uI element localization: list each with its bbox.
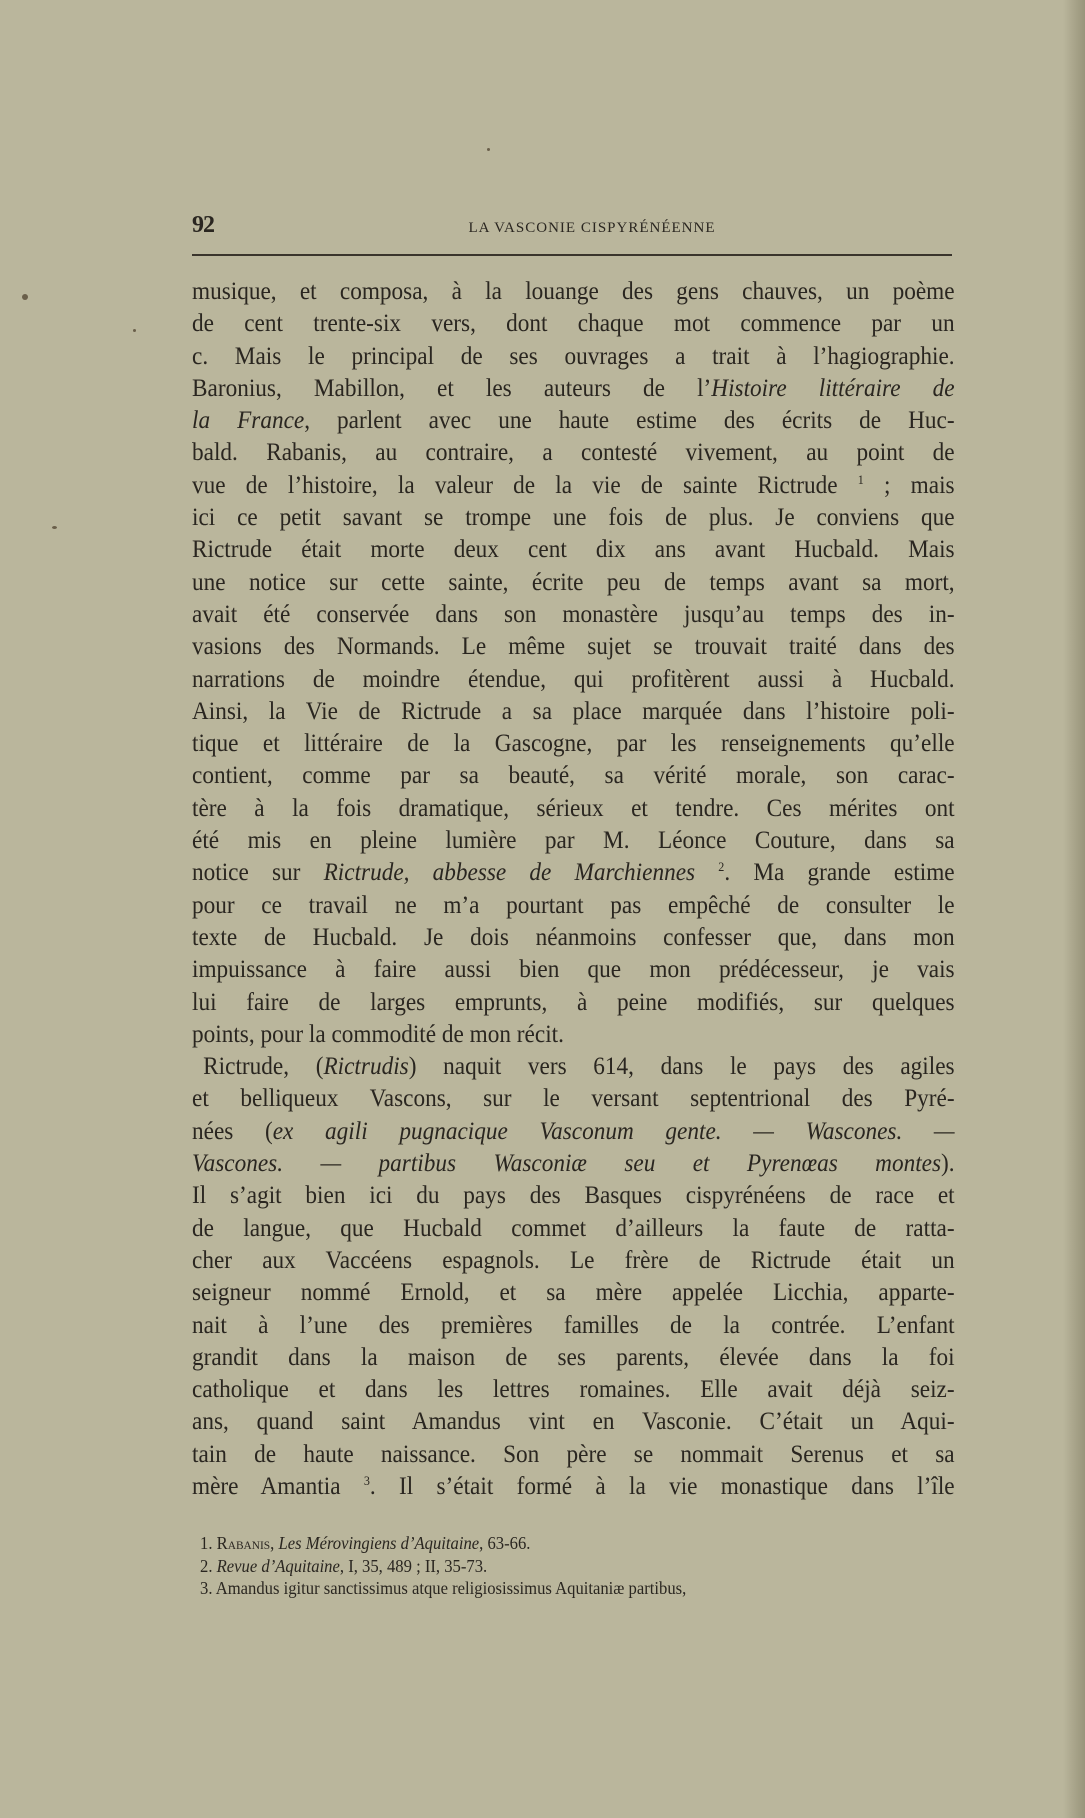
text-line bbox=[192, 599, 955, 631]
text-line bbox=[192, 728, 955, 760]
italic-text: Vascones. — partibus Wasconiæ seu et Pyrenœas montes bbox=[192, 1150, 942, 1178]
text-line bbox=[192, 664, 955, 696]
text-run: . Il s’était formé à la vie monastique dans l’île bbox=[369, 1472, 955, 1500]
text-line bbox=[192, 1439, 955, 1471]
text-run: grandit dans la maison de ses parents, élevée dans la foi bbox=[192, 1343, 955, 1371]
text-line bbox=[192, 825, 955, 857]
page-number: 92 bbox=[192, 212, 214, 238]
text-line bbox=[192, 696, 955, 728]
italic-text: Les Mérovingiens d’Aquitaine bbox=[278, 1533, 480, 1553]
footnote-ref: 3 bbox=[363, 1472, 370, 1488]
text-run: seigneur nommé Ernold, et sa mère appelée Licchia, apparte- bbox=[192, 1279, 955, 1307]
text-line bbox=[192, 1310, 955, 1342]
running-header bbox=[192, 212, 952, 244]
text-run: de cent trente-six vers, dont chaque mot commence par un bbox=[192, 310, 955, 338]
text-line bbox=[192, 1471, 955, 1503]
text-run: Il s’agit bien ici du pays des Basques cispyrénéens de race et bbox=[192, 1182, 955, 1210]
footnote-ref: 2 bbox=[718, 859, 725, 875]
text-line bbox=[192, 276, 955, 308]
text-line bbox=[192, 502, 955, 534]
small-caps-text: Rabanis bbox=[216, 1533, 271, 1553]
italic-text: Rictrudis bbox=[323, 1053, 409, 1081]
text-line bbox=[192, 631, 955, 663]
paper-speck bbox=[52, 526, 57, 529]
text-run: Ainsi, la Vie de Rictrude a sa place marquée dans l’histoire poli- bbox=[192, 697, 955, 725]
text-run: cher aux Vaccéens espagnols. Le frère de Rictrude était un bbox=[192, 1246, 955, 1274]
text-run: ans, quand saint Amandus vint en Vasconie. C’était un Aqui- bbox=[192, 1408, 955, 1436]
text-run: tique et littéraire de la Gascogne, par les renseignements qu’elle bbox=[192, 730, 955, 758]
text-line bbox=[192, 1277, 955, 1309]
text-run: notice sur bbox=[192, 859, 324, 887]
text-line bbox=[192, 1051, 955, 1083]
text-run: contient, comme par sa beauté, sa vérité morale, son carac- bbox=[192, 762, 955, 790]
body-text bbox=[192, 276, 955, 1503]
text-run: de langue, que Hucbald commet d’ailleurs la faute de ratta- bbox=[192, 1214, 955, 1242]
text-line bbox=[192, 1116, 955, 1148]
text-run: été mis en pleine lumière par M. Léonce Couture, dans sa bbox=[192, 827, 955, 855]
paper-speck bbox=[487, 148, 490, 151]
text-line bbox=[192, 534, 955, 566]
text-line bbox=[192, 793, 955, 825]
header-rule bbox=[192, 254, 952, 256]
text-line bbox=[192, 890, 955, 922]
text-line bbox=[192, 1148, 955, 1180]
text-line bbox=[192, 470, 955, 502]
text-line bbox=[192, 1019, 955, 1051]
text-run: mère Amantia bbox=[192, 1472, 364, 1500]
text-line bbox=[192, 1406, 955, 1438]
text-line bbox=[192, 567, 955, 599]
text-run: vasions des Normands. Le même sujet se trouvait traité dans des bbox=[192, 633, 955, 661]
text-run: nait à l’une des premières familles de la contrée. L’enfant bbox=[192, 1311, 955, 1339]
text-line bbox=[192, 954, 955, 986]
text-run: et belliqueux Vascons, sur le versant septentrional des Pyré- bbox=[192, 1085, 955, 1113]
text-run: vue de l’histoire, la valeur de la vie de sainte Rictrude bbox=[192, 471, 858, 499]
text-run: , I, 35, 489 ; II, 35-73. bbox=[339, 1555, 488, 1576]
text-line bbox=[192, 373, 955, 405]
italic-text: Histoire littéraire de bbox=[711, 374, 955, 402]
italic-text: la France bbox=[192, 407, 305, 435]
text-run: bald. Rabanis, au contraire, a contesté vivement, au point de bbox=[192, 439, 955, 467]
text-run: . Ma grande estime bbox=[724, 859, 955, 887]
text-run: narrations de moindre étendue, qui profitèrent aussi à Hucbald. bbox=[192, 665, 955, 693]
text-line bbox=[192, 1213, 955, 1245]
text-run: 3. Amandus igitur sanctissimus atque religiosissimus Aquitaniæ partibus, bbox=[200, 1578, 687, 1598]
text-run: 1. bbox=[200, 1533, 217, 1553]
text-run: , parlent avec une haute estime des écrits de Huc- bbox=[304, 407, 955, 435]
text-run: texte de Hucbald. Je dois néanmoins confesser que, dans mon bbox=[192, 923, 955, 951]
page-edge-shadow bbox=[1063, 0, 1085, 1818]
text-line bbox=[192, 437, 955, 469]
text-line bbox=[192, 857, 955, 889]
text-line bbox=[192, 1342, 955, 1374]
text-run: nées ( bbox=[192, 1117, 273, 1145]
footnote bbox=[200, 1532, 922, 1555]
text-run: ; mais bbox=[863, 471, 955, 499]
text-line bbox=[192, 405, 955, 437]
text-line bbox=[192, 1083, 955, 1115]
italic-text: ex agili pugnacique Vasconum gente. — Wascones. — bbox=[272, 1117, 955, 1145]
text-run: pour ce travail ne m’a pourtant pas empêché de consulter le bbox=[192, 891, 955, 919]
text-run: Rictrude était morte deux cent dix ans avant Hucbald. Mais bbox=[192, 536, 955, 564]
text-run: tère à la fois dramatique, sérieux et tendre. Ces mérites ont bbox=[192, 794, 955, 822]
text-line bbox=[192, 1245, 955, 1277]
text-run: lui faire de larges emprunts, à peine modifiés, sur quelques bbox=[192, 988, 955, 1016]
text-run bbox=[695, 859, 718, 886]
footnote bbox=[200, 1577, 922, 1600]
text-run: ). bbox=[941, 1150, 955, 1178]
text-run: impuissance à faire aussi bien que mon prédécesseur, je vais bbox=[192, 956, 955, 984]
text-line bbox=[192, 760, 955, 792]
text-run: 2. bbox=[200, 1555, 217, 1576]
text-run: ) naquit vers 614, dans le pays des agiles bbox=[408, 1053, 955, 1081]
text-line bbox=[192, 341, 955, 373]
text-run: Baronius, Mabillon, et les auteurs de l’ bbox=[192, 374, 712, 402]
paper-speck bbox=[133, 329, 136, 332]
text-run: points, pour la commodité de mon récit. bbox=[192, 1020, 564, 1048]
text-line bbox=[192, 1180, 955, 1212]
text-run: , bbox=[270, 1533, 279, 1553]
italic-text: Revue d’Aquitaine bbox=[216, 1555, 340, 1576]
text-run: ici ce petit savant se trompe une fois de plus. Je conviens que bbox=[192, 504, 955, 532]
footnotes bbox=[200, 1532, 922, 1600]
text-run: une notice sur cette sainte, écrite peu de temps avant sa mort, bbox=[192, 568, 955, 596]
text-line bbox=[192, 1374, 955, 1406]
paper-speck bbox=[22, 294, 28, 300]
footnote bbox=[200, 1555, 922, 1578]
text-run: catholique et dans les lettres romaines. Elle avait déjà seiz- bbox=[192, 1376, 955, 1404]
running-title: LA VASCONIE CISPYRÉNÉENNE bbox=[468, 220, 716, 236]
footnote-ref: 1 bbox=[857, 471, 864, 487]
text-run: c. Mais le principal de ses ouvrages a trait à l’hagiographie. bbox=[192, 342, 955, 370]
text-run: avait été conservée dans son monastère jusqu’au temps des in- bbox=[192, 600, 955, 628]
italic-text: Rictrude, abbesse de Marchiennes bbox=[323, 859, 696, 887]
text-run: musique, et composa, à la louange des gens chauves, un poème bbox=[192, 278, 955, 305]
text-line bbox=[192, 987, 955, 1019]
text-run: Rictrude, ( bbox=[203, 1053, 324, 1081]
text-run: tain de haute naissance. Son père se nommait Serenus et sa bbox=[192, 1440, 955, 1468]
text-line bbox=[192, 308, 955, 340]
text-line bbox=[192, 922, 955, 954]
text-run: , 63-66. bbox=[479, 1533, 531, 1553]
